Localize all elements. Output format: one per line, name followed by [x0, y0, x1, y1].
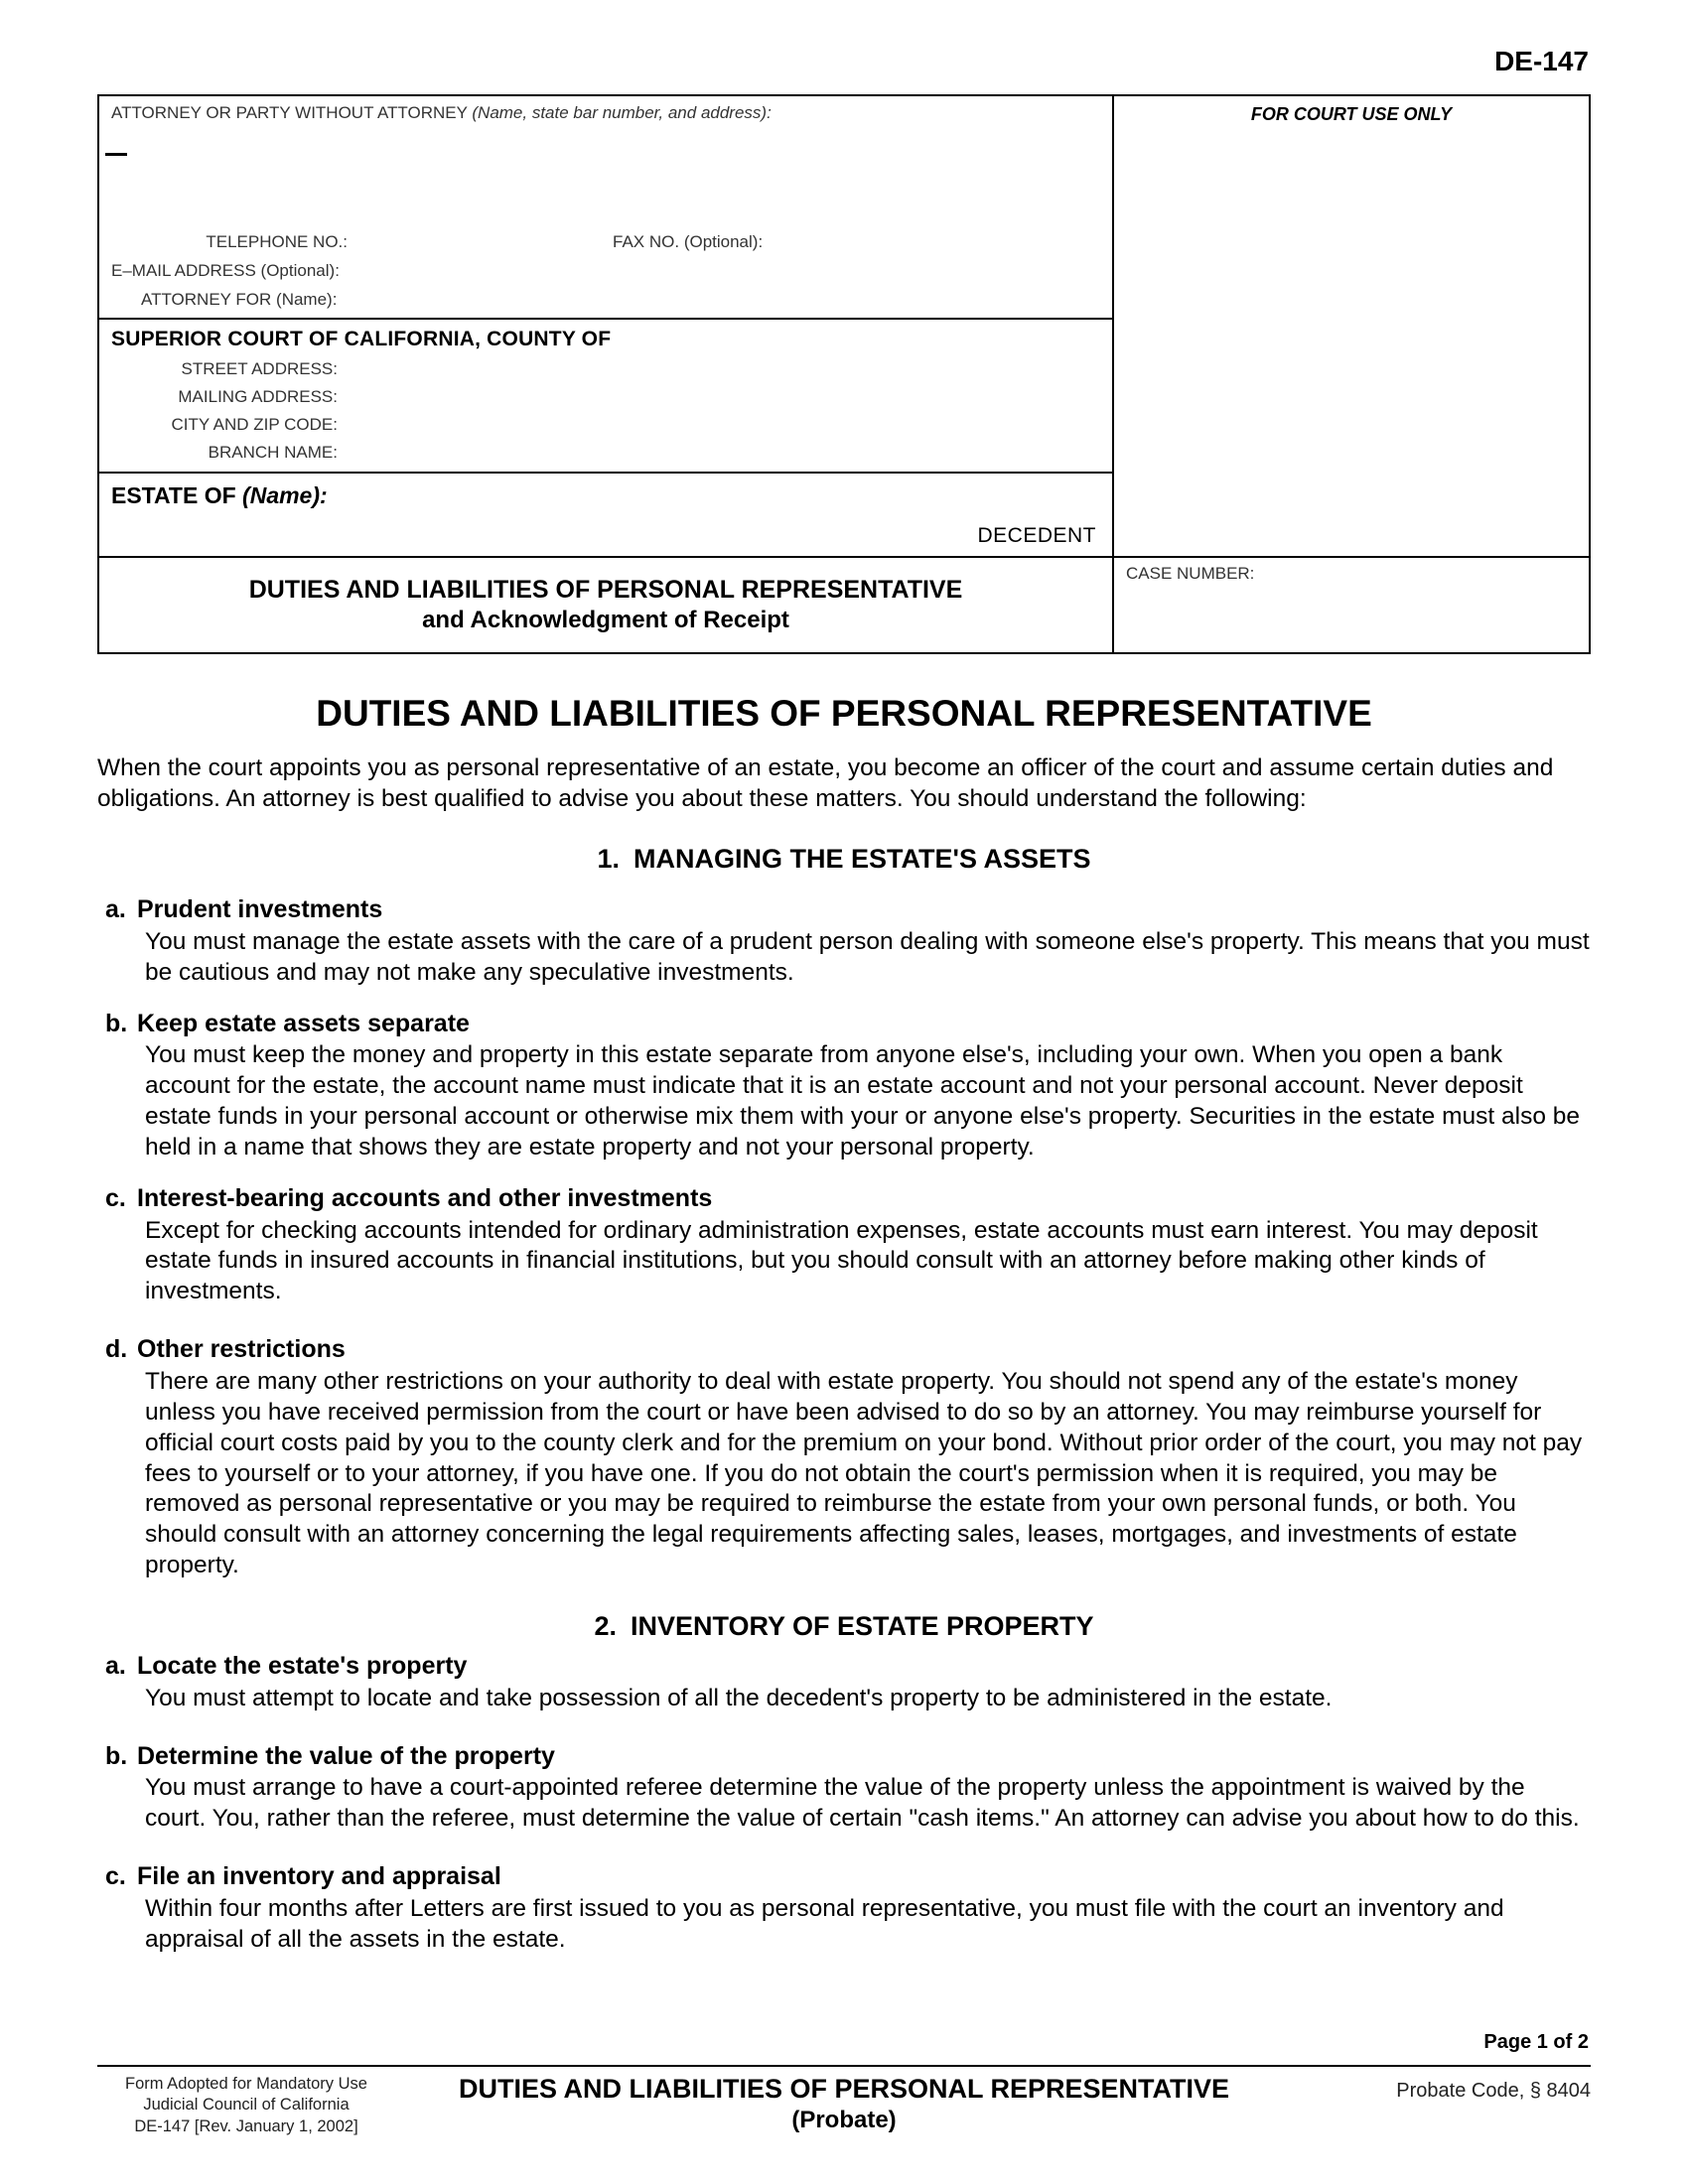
- section-2-number: 2.: [594, 1610, 617, 1641]
- item-head: [97, 895, 1591, 924]
- item-head: [97, 1742, 1591, 1771]
- item-1d: [97, 1335, 1591, 1581]
- item-head: [97, 1335, 1591, 1364]
- estate-name-field[interactable]: [334, 488, 393, 506]
- header-form-title: DUTIES AND LIABILITIES OF PERSONAL REPRESENTATIVE: [248, 576, 963, 604]
- street-label: STREET ADDRESS:: [181, 359, 338, 378]
- section-2-title: INVENTORY OF ESTATE PROPERTY: [630, 1610, 1094, 1641]
- estate-of-note: (Name):: [242, 482, 328, 508]
- fax-field[interactable]: [416, 234, 476, 252]
- attorney-for-note: (Name):: [276, 290, 338, 309]
- branch-row: [111, 439, 1100, 467]
- estate-section: [99, 474, 1112, 558]
- item-title: Prudent investments: [137, 895, 383, 924]
- item-2a: [97, 1652, 1591, 1714]
- fax-label: [613, 227, 763, 256]
- page-indicator: Page 1 of 2: [1483, 2031, 1589, 2053]
- footer-title-block: [395, 2074, 1293, 2134]
- city-zip-row: [111, 411, 1100, 439]
- court-name: [111, 328, 1100, 351]
- intro-paragraph: When the court appoints you as personal representative of an estate, you become an officer of the court and assume certain duties and obligations. An attorney is best qualified to advise you about these matters. You should understand the following:: [97, 754, 1554, 813]
- item-letter: a.: [105, 895, 126, 924]
- header-right-column: [1114, 96, 1589, 652]
- item-1c: [97, 1184, 1591, 1307]
- court-title-text: SUPERIOR COURT OF CALIFORNIA, COUNTY OF: [111, 328, 612, 350]
- item-title: Other restrictions: [137, 1335, 346, 1364]
- item-2b: [97, 1742, 1591, 1835]
- attorney-for-label: ATTORNEY FOR: [141, 290, 272, 309]
- fax-label-note: (Optional):: [683, 232, 764, 251]
- county-field[interactable]: [617, 331, 676, 348]
- email-row: [111, 256, 1100, 285]
- email-field[interactable]: [345, 263, 404, 281]
- header-box: [97, 94, 1591, 654]
- mailing-row: [111, 383, 1100, 411]
- case-number-section: [1114, 556, 1589, 652]
- item-2c: [97, 1862, 1591, 1955]
- item-letter: b.: [105, 1741, 128, 1770]
- item-body: Within four months after Letters are first issued to you as personal representative, you must file with the court an inventory and appraisal of all the assets in the estate.: [145, 1894, 1504, 1953]
- section-1-title: MANAGING THE ESTATE'S ASSETS: [633, 844, 1091, 875]
- court-use-area: [1114, 125, 1589, 522]
- telephone-field[interactable]: [352, 234, 412, 252]
- branch-label: BRANCH NAME:: [208, 443, 338, 462]
- item-body: There are many other restrictions on your authority to deal with estate property. You should not spend any of the estate's money unless you have received permission from the court or have been advised to do so by an attorney. You may reimburse yourself for official court costs paid by you to the county clerk and for the premium on your bond. Without prior order of the court, you may not pay fees to yourself or to your attorney, if you have one. If you do not obtain the court's permission when it is required, you may be removed as personal representative or you may be required to reimburse the estate from your own personal funds, or both. You should consult with an attorney concerning the legal requirements affecting sales, leases, mortgages, and investments of estate property.: [145, 1367, 1583, 1579]
- section-2-heading: [97, 1611, 1591, 1642]
- attorney-section: [99, 96, 1112, 320]
- court-section: [99, 320, 1112, 474]
- court-use-label: FOR COURT USE ONLY: [1250, 104, 1453, 124]
- case-number-label: CASE NUMBER:: [1126, 564, 1255, 583]
- form-number: DE-147: [1494, 46, 1589, 76]
- item-title: Interest-bearing accounts and other investments: [137, 1183, 713, 1212]
- city-zip-label: CITY AND ZIP CODE:: [171, 415, 338, 434]
- item-title: Locate the estate's property: [137, 1651, 468, 1680]
- item-title: Keep estate assets separate: [137, 1009, 470, 1037]
- attorney-info-field[interactable]: [111, 156, 1100, 227]
- court-use-section: [1114, 96, 1589, 556]
- header-left-column: [99, 96, 1114, 652]
- item-body: You must arrange to have a court-appointed referee determine the value of the property unless the appointment is waived by the court. You, rather than the referee, must determine the value of certain "cash items." An attorney can advise you about how to do this.: [145, 1774, 1580, 1833]
- footer-adopted: [97, 2074, 395, 2137]
- attorney-for-row: [111, 285, 1100, 314]
- item-1a: [97, 895, 1591, 988]
- item-body: You must attempt to locate and take possession of all the decedent's property to be administered in the estate.: [145, 1684, 1333, 1711]
- item-letter: c.: [105, 1183, 126, 1212]
- main-content: [97, 693, 1591, 1956]
- item-letter: c.: [105, 1862, 126, 1891]
- city-zip-field[interactable]: [343, 417, 402, 435]
- main-title: DUTIES AND LIABILITIES OF PERSONAL REPRESENTATIVE: [316, 693, 1372, 734]
- item-1b: [97, 1010, 1591, 1163]
- item-body: You must keep the money and property in this estate separate from anyone else's, including your own. When you open a bank account for the estate, the account name must indicate that it is an estate account and not your personal account. Never deposit estate funds in your personal account or otherwise mix them with your or anyone else's property. Securities in the estate must also be held in a name that shows they are estate property and not your personal property.: [145, 1041, 1581, 1161]
- item-title: File an inventory and appraisal: [137, 1862, 501, 1891]
- item-head: [97, 1184, 1591, 1213]
- item-title: Determine the value of the property: [137, 1741, 555, 1770]
- decedent-label: DECEDENT: [977, 524, 1096, 547]
- estate-of-text: ESTATE OF: [111, 482, 236, 508]
- footer-code-ref: Probate Code, § 8404: [1396, 2080, 1591, 2102]
- email-label: E–MAIL ADDRESS: [111, 261, 256, 280]
- attorney-label-note: (Name, state bar number, and address):: [472, 103, 772, 122]
- header-form-subtitle: and Acknowledgment of Receipt: [422, 607, 789, 633]
- fax-label-text: FAX NO.: [613, 232, 680, 251]
- attorney-label-text: ATTORNEY OR PARTY WITHOUT ATTORNEY: [111, 103, 468, 122]
- street-row: [111, 355, 1100, 383]
- branch-field[interactable]: [343, 445, 402, 463]
- item-letter: b.: [105, 1009, 128, 1037]
- section-1-number: 1.: [597, 844, 621, 875]
- item-head: [97, 1862, 1591, 1891]
- estate-of-label: [111, 482, 1100, 509]
- attorney-label: [111, 103, 1100, 123]
- footer-adopted-line3: DE-147 [Rev. January 1, 2002]: [134, 2116, 358, 2135]
- footer-adopted-line2: Judicial Council of California: [143, 2096, 350, 2115]
- header-form-title-section: [99, 558, 1112, 652]
- footer-subtitle: (Probate): [791, 2107, 897, 2133]
- item-letter: a.: [105, 1651, 126, 1680]
- street-field[interactable]: [343, 361, 402, 379]
- item-head: [97, 1010, 1591, 1038]
- mailing-field[interactable]: [343, 389, 402, 407]
- email-label-note: (Optional):: [260, 261, 340, 280]
- item-letter: d.: [105, 1335, 128, 1364]
- item-body: You must manage the estate assets with the care of a prudent person dealing with someone else's property. This means that you must be cautious and may not make any speculative investments.: [145, 927, 1590, 986]
- footer-adopted-line1: Form Adopted for Mandatory Use: [125, 2075, 367, 2093]
- telephone-fax-row: [111, 227, 1100, 256]
- footer-title: DUTIES AND LIABILITIES OF PERSONAL REPRESENTATIVE: [458, 2074, 1230, 2104]
- case-number-field[interactable]: [1259, 566, 1319, 584]
- telephone-label: TELEPHONE NO.:: [206, 232, 348, 251]
- mailing-label: MAILING ADDRESS:: [178, 387, 338, 406]
- attorney-for-field[interactable]: [342, 292, 401, 310]
- section-1-heading: [97, 844, 1591, 875]
- item-head: [97, 1652, 1591, 1681]
- footer: [97, 2065, 1591, 2137]
- item-body: Except for checking accounts intended for ordinary administration expenses, estate accounts must earn interest. You may deposit estate funds in insured accounts in financial institutions, but you should consult with an attorney before making other kinds of investments.: [145, 1216, 1538, 1305]
